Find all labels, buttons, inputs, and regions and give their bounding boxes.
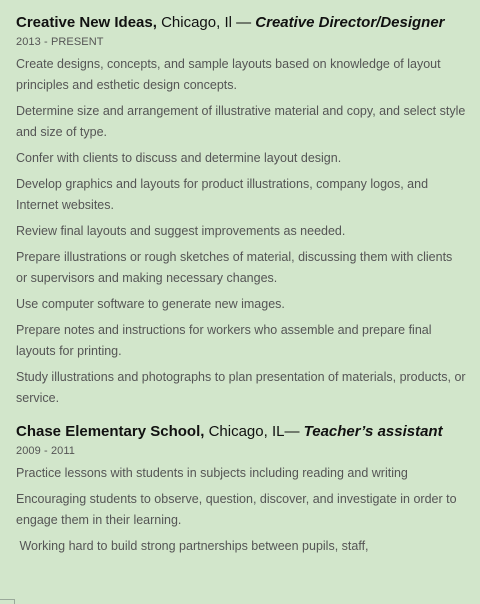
duty-item: Confer with clients to discuss and determine layout design. xyxy=(16,151,342,165)
duty-item: Develop graphics and layouts for product illustrations, company logos, and Internet websites. xyxy=(16,177,429,212)
employer-name: Creative New Ideas, xyxy=(16,14,157,31)
duty-item: Study illustrations and photographs to plan presentation of materials, products, or service. xyxy=(16,370,466,405)
page-corner-marker xyxy=(0,599,15,604)
job-header xyxy=(16,421,466,442)
job-title: Creative Director/Designer xyxy=(255,14,445,31)
employer-name: Chase Elementary School, xyxy=(16,423,205,440)
resume-experience-section xyxy=(16,12,466,562)
job-dates: 2013 - PRESENT xyxy=(16,36,104,48)
duty-item: Review final layouts and suggest improvements as needed. xyxy=(16,224,346,238)
duty-item: Working hard to build strong partnerships between pupils, staff, xyxy=(16,539,369,553)
duty-item: Determine size and arrangement of illustrative material and copy, and select style and size of type. xyxy=(16,104,466,139)
duty-item: Use computer software to generate new images. xyxy=(16,297,285,311)
job-dates: 2009 - 2011 xyxy=(16,445,76,457)
job-location: Chicago, Il — xyxy=(156,14,256,31)
job-location: Chicago, IL— xyxy=(204,423,304,440)
job-header xyxy=(16,12,466,33)
duty-item: Encouraging students to observe, question, discover, and investigate in order to engage them in their learning. xyxy=(16,492,457,527)
job-title: Teacher’s assistant xyxy=(303,423,443,440)
duty-item: Create designs, concepts, and sample layouts based on knowledge of layout principles and esthetic design concepts. xyxy=(16,57,441,92)
job-entry-chase-elementary xyxy=(16,421,466,557)
duty-item: Prepare notes and instructions for workers who assemble and prepare final layouts for printing. xyxy=(16,323,432,358)
job-entry-creative-new-ideas xyxy=(16,12,466,409)
duty-item: Prepare illustrations or rough sketches of material, discussing them with clients or supervisors and making necessary changes. xyxy=(16,250,453,285)
duty-item: Practice lessons with students in subjects including reading and writing xyxy=(16,466,408,480)
